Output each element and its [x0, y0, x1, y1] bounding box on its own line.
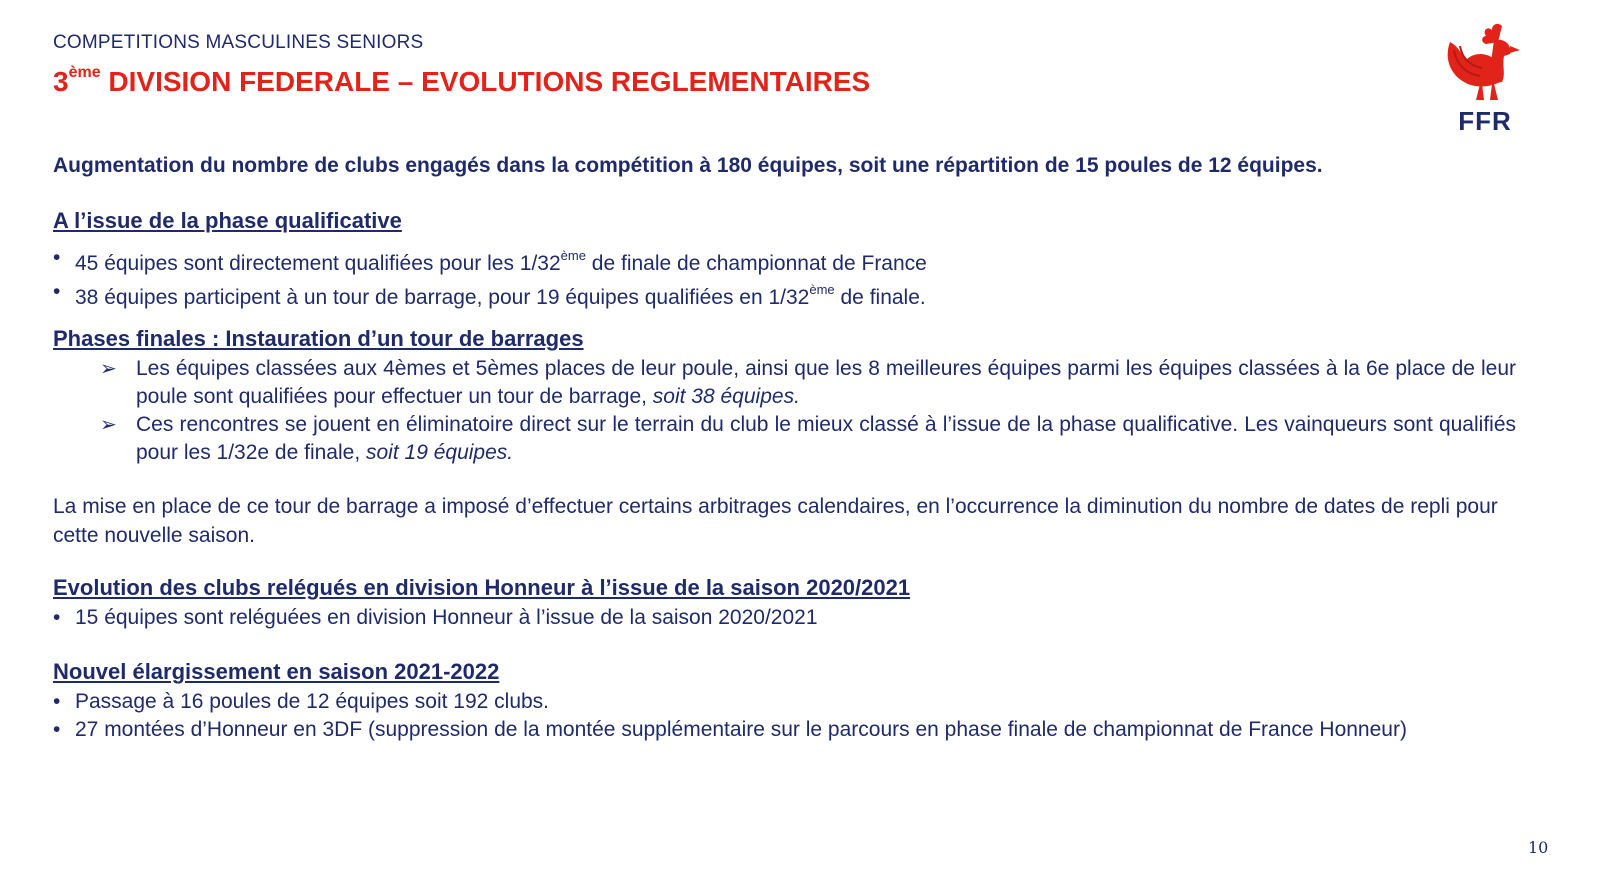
section-kicker: COMPETITIONS MASCULINES SENIORS — [53, 32, 424, 53]
list-phases-finales — [100, 355, 1516, 467]
list-item-text: 45 équipes sont directement qualifiées pour les 1/32 — [75, 252, 561, 275]
page-title — [53, 63, 871, 98]
calendar-paragraph: La mise en place de ce tour de barrage a imposé d’effectuer certains arbitrages calendaires, en l’occurrence la diminution du nombre de dates de repli pour cette nouvelle saison. — [53, 495, 1498, 547]
arrow-bullet-icon: ➢ — [100, 414, 117, 436]
list-relegation — [53, 604, 1523, 632]
title-superscript: ème — [68, 63, 101, 81]
rooster-icon — [1440, 22, 1530, 104]
page-number: 10 — [1528, 838, 1549, 857]
list-item: • 15 équipes sont reléguées en division Honneur à l’issue de la saison 2020/2021 — [53, 604, 1523, 632]
list-item — [100, 355, 1516, 411]
list-elargissement — [53, 688, 1523, 744]
list-item-text-end: de finale. — [834, 286, 926, 309]
heading-phase-qualificative: A l’issue de la phase qualificative — [53, 208, 402, 233]
title-prefix: 3 — [53, 66, 69, 97]
list-phase-qualificative — [53, 244, 1523, 312]
intro-statement: Augmentation du nombre de clubs engagés dans la compétition à 180 équipes, soit une répartition de 15 poules de 12 équipes. — [53, 154, 1323, 177]
list-item-emphasis: soit 19 équipes. — [366, 441, 514, 464]
list-item — [100, 411, 1516, 467]
list-item-emphasis: soit 38 équipes. — [652, 385, 800, 408]
list-item: • 27 montées d’Honneur en 3DF (suppression de la montée supplémentaire sur le parcours en phase finale de championnat de France Honneur) — [53, 716, 1523, 744]
list-item-superscript: ème — [560, 248, 586, 263]
heading-phases-finales: Phases finales : Instauration d’un tour de barrages — [53, 326, 584, 351]
list-item — [53, 278, 1523, 312]
heading-relegation: Evolution des clubs relégués en division Honneur à l’issue de la saison 2020/2021 — [53, 575, 911, 600]
list-item: • Passage à 16 poules de 12 équipes soit 192 clubs. — [53, 688, 1523, 716]
list-item-superscript: ème — [809, 282, 835, 297]
ffr-logo-text: FFR — [1458, 106, 1512, 136]
arrow-bullet-icon: ➢ — [100, 358, 117, 380]
list-item-text: Les équipes classées aux 4èmes et 5èmes places de leur poule, ainsi que les 8 meilleures équipes parmi les équipes classées à la 6e place de leur poule sont qualifiées pour effectuer un tour de barrage, — [136, 357, 1516, 408]
ffr-logo — [1440, 22, 1530, 137]
list-item-text: 38 équipes participent à un tour de barrage, pour 19 équipes qualifiées en 1/32 — [75, 286, 810, 309]
list-item — [53, 244, 1523, 278]
title-main: DIVISION FEDERALE – EVOLUTIONS REGLEMENTAIRES — [100, 66, 871, 97]
heading-elargissement: Nouvel élargissement en saison 2021-2022 — [53, 659, 500, 684]
list-item-text: Ces rencontres se jouent en éliminatoire direct sur le terrain du club le mieux classé à l’issue de la phase qualificative. Les vainqueurs sont qualifiés pour les 1/32e de finale, — [136, 413, 1516, 464]
list-item-text-end: de finale de championnat de France — [585, 252, 927, 275]
